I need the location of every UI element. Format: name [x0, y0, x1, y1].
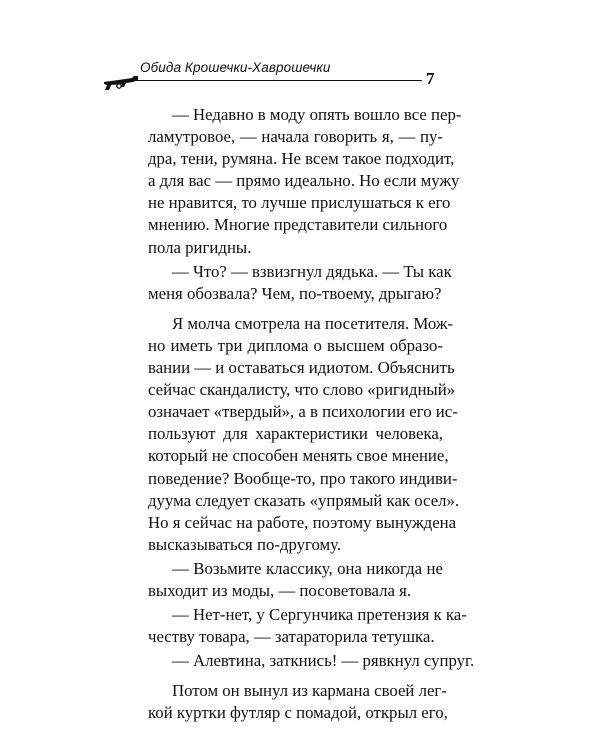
text-line: а для вас — прямо идеально. Но если мужу — [148, 171, 460, 191]
paragraph — [148, 558, 443, 602]
body-text — [148, 104, 475, 725]
text-line: сейчас скандалисту, что слово «ригидный» — [148, 380, 456, 400]
text-line: — Возьмите классику, она никогда не — [172, 558, 443, 578]
text-line: поведение? Вообще-то, про такого индиви- — [148, 468, 458, 488]
text-line: но иметь три диплома о высшем образо- — [148, 335, 443, 355]
text-line: — Что? — взвизгнул дядька. — Ты как — [172, 261, 452, 281]
header-rule — [132, 80, 422, 81]
text-line: вании — и оставаться идиотом. Объяснить — [148, 358, 455, 378]
text-line: мнению. Многие представители сильного — [148, 215, 448, 235]
paragraph — [148, 104, 462, 259]
running-head — [102, 58, 442, 98]
text-line: дуума следует сказать «упрямый как осел». — [148, 490, 460, 510]
text-line: ламутровое, — начала говорить я, — пу- — [148, 127, 443, 147]
page-number: 7 — [426, 69, 435, 88]
text-line: пола ригидны. — [148, 237, 252, 257]
text-line: пользуют для характеристики человека, — [148, 424, 443, 444]
paragraph — [148, 261, 452, 305]
text-line: кой куртки футляр с помадой, открыл его, — [148, 703, 448, 723]
text-line: не нравится, то лучше прислушаться к его — [148, 193, 451, 213]
text-line: Потом он вынул из кармана своей лег- — [172, 681, 447, 701]
paragraph — [148, 604, 467, 648]
text-line: честву товара, — затараторила тетушка. — [148, 627, 435, 647]
text-line: — Нет-нет, у Сергунчика претензия к ка- — [172, 605, 467, 625]
paragraph — [148, 650, 475, 672]
text-line: означает «твердый», а в психологии его ис- — [148, 402, 458, 422]
text-line: который не способен менять свое мнение, — [148, 446, 449, 466]
text-line: Но я сейчас на работе, поэтому вынуждена — [148, 512, 457, 532]
paragraph — [148, 313, 460, 556]
text-line: выходит из моды, — посоветовала я. — [148, 580, 412, 600]
text-line: дра, тени, румяна. Не всем такое подходит, — [148, 149, 455, 169]
text-line: — Недавно в моду опять вошло все пер- — [172, 105, 462, 124]
text-line: Я молча смотрела на посетителя. Мож- — [172, 313, 454, 333]
text-line: высказываться по-другому. — [148, 534, 342, 554]
text-line: — Алевтина, заткнись! — рявкнул супруг. — [172, 651, 475, 671]
paragraph — [148, 680, 448, 724]
running-title: Обида Крошечки-Хаврошечки — [140, 60, 331, 75]
text-line: меня обозвала? Чем, по-твоему, дрыгаю? — [148, 283, 442, 303]
pistol-icon — [102, 68, 142, 94]
